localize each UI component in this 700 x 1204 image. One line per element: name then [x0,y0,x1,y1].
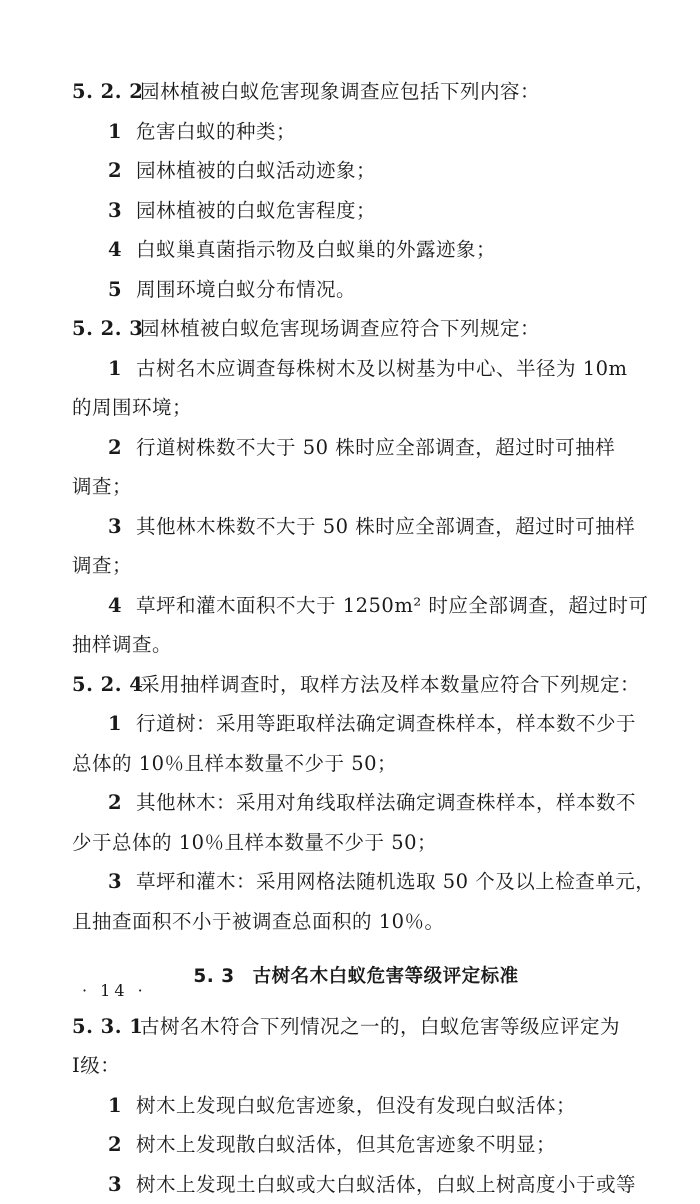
list-item [72,349,640,389]
item-number: 2 [108,1125,136,1165]
item-text: 白蚁巢真菌指示物及白蚁巢的外露迹象； [136,238,496,261]
list-item [72,783,640,823]
item-text: 树木上发现白蚁危害迹象，但没有发现白蚁活体； [136,1094,576,1117]
clause-text: 古树名木符合下列情况之一的，白蚁危害等级应评定为 [140,1015,620,1038]
item-number: 1 [108,349,136,389]
page-number: · 14 · [82,981,147,1000]
item-text: 草坪和灌木面积不大于 1250m² 时应全部调查，超过时可 [136,594,648,617]
section-title: 古树名木白蚁危害等级评定标准 [253,966,519,987]
item-text: 树木上发现散白蚁活体，但其危害迹象不明显； [136,1133,556,1156]
continuation-line: 调查； [72,546,640,586]
clause [72,309,640,349]
list-item [72,862,640,902]
item-text: 其他林木：采用对角线取样法确定调查株样本，样本数不 [136,791,636,814]
item-number: 3 [108,191,136,231]
list-item [72,230,640,270]
item-number: 5 [108,270,136,310]
list-item [72,428,640,468]
clause-text: 园林植被白蚁危害现象调查应包括下列内容： [140,80,540,103]
clause [72,665,640,705]
list-item [72,704,640,744]
list-item [72,191,640,231]
section-heading [72,957,640,997]
item-number: 2 [108,783,136,823]
list-item [72,1086,640,1126]
clause [72,72,640,112]
list-item [72,112,640,152]
clause-number: 5. 2. 2 [72,72,140,112]
item-number: 3 [108,1165,136,1204]
clause-text: 园林植被白蚁危害现场调查应符合下列规定： [140,317,540,340]
item-text: 行道树：采用等距取样法确定调查株样本，样本数不少于 [136,712,636,735]
item-text: 其他林木株数不大于 50 株时应全部调查，超过时可抽样 [136,515,635,538]
item-text: 行道树株数不大于 50 株时应全部调查，超过时可抽样 [136,436,615,459]
item-number: 1 [108,704,136,744]
item-number: 1 [108,112,136,152]
item-number: 4 [108,586,136,626]
list-item [72,1165,640,1204]
item-text: 园林植被的白蚁危害程度； [136,199,376,222]
item-number: 2 [108,428,136,468]
item-text: 古树名木应调查每株树木及以树基为中心、半径为 10m [136,357,628,380]
list-item [72,151,640,191]
continuation-line: 且抽查面积不小于被调查总面积的 10％。 [72,902,640,942]
item-text: 园林植被的白蚁活动迹象； [136,159,376,182]
clause-number: 5. 2. 3 [72,309,140,349]
item-number: 1 [108,1086,136,1126]
continuation-line: 调查； [72,467,640,507]
section-number: 5. 3 [193,966,234,987]
list-item [72,586,640,626]
item-number: 4 [108,230,136,270]
continuation-line: 抽样调查。 [72,625,640,665]
document-body [72,72,640,1204]
item-text: 树木上发现土白蚁或大白蚁活体，白蚁上树高度小于或等 [136,1173,636,1196]
item-number: 3 [108,862,136,902]
item-text: 周围环境白蚁分布情况。 [136,278,356,301]
clause-text: 采用抽样调查时，取样方法及样本数量应符合下列规定： [140,673,640,696]
list-item [72,507,640,547]
continuation-line: 的周围环境； [72,388,640,428]
list-item [72,270,640,310]
continuation-line: Ⅰ级： [72,1046,640,1086]
item-number: 3 [108,507,136,547]
continuation-line: 总体的 10％且样本数量不少于 50； [72,744,640,784]
clause [72,1007,640,1047]
continuation-line: 少于总体的 10％且样本数量不少于 50； [72,823,640,863]
item-number: 2 [108,151,136,191]
clause-number: 5. 2. 4 [72,665,140,705]
clause-number: 5. 3. 1 [72,1007,140,1047]
item-text: 草坪和灌木：采用网格法随机选取 50 个及以上检查单元， [136,870,655,893]
list-item [72,1125,640,1165]
item-text: 危害白蚁的种类； [136,120,296,143]
